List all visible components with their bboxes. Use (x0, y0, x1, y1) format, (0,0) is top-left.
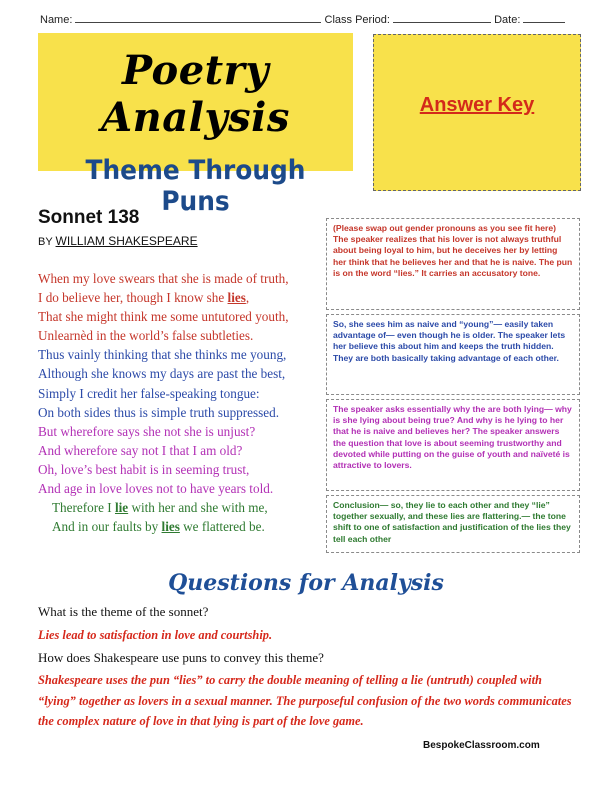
poem-line: Although she knows my days are past the best, (38, 366, 286, 382)
answer-1: Lies lead to satisfaction in love and courtship. (38, 628, 273, 642)
pun-keyword: lies (227, 290, 246, 306)
annotation-notes (326, 218, 580, 557)
questions-heading: Questions for Analysis (168, 570, 444, 596)
title-box (38, 33, 353, 217)
note-couplet: Conclusion— so, they lie to each other and they “lie” together sexually, and these lies are flattering.— the tone shift to one of satisfaction and justification of the lies they tell each other (326, 495, 580, 553)
pun-keyword: lie (114, 500, 129, 516)
question-1: What is the theme of the sonnet? (38, 604, 209, 619)
poem-line: And age in love loves not to have years told. (38, 481, 274, 497)
answer-key-box (373, 34, 581, 191)
poem-line: Thus vainly thinking that she thinks me young, (38, 347, 287, 363)
poem-line: I do believe her, though I know she lies, (38, 290, 250, 306)
answer-key-label: Answer Key (419, 94, 535, 116)
poem-line: When my love swears that she is made of truth, (38, 271, 289, 286)
note-quatrain-2: So, she sees him as naive and “young”— easily taken advantage of— even though he is older. The speaker lets her believe this about him and keeps the truth hidden. They are both basically taking advantage of each other. (326, 314, 580, 395)
byline-prefix: BY (38, 236, 53, 248)
poem-line: And in our faults by lies we flattered be. (52, 519, 265, 535)
note-quatrain-3: The speaker asks essentially why the are both lying— why is she lying about being true? And why is he lying to her that he is naive and believes her? The speaker answers the question that love is about seeming trustworthy and devoted while putting on the guise of youth and naïveté is attractive to lovers. (326, 399, 580, 491)
class-period-label: Class Period: (324, 14, 390, 26)
poem-line: Unlearnèd in the world’s false subtleties. (38, 328, 254, 344)
answer-2: Shakespeare uses the pun “lies” to carry the double meaning of telling a lie (untruth) coupled with “lying” together as lovers in a sexual manner. The purposeful confusion of the two words communicates the complex nature of love in that lying is part of the love game. (38, 673, 572, 729)
date-label: Date: (494, 14, 521, 26)
page-title: Poetry Analysis (101, 47, 290, 141)
student-info-header (40, 12, 580, 26)
poem-line: That she might think me some untutored youth, (38, 309, 289, 325)
question-2: How does Shakespeare use puns to convey this theme? (38, 650, 324, 665)
date-field[interactable] (523, 12, 565, 23)
poem-line: On both sides thus is simple truth suppressed. (38, 404, 280, 420)
poem-line: Oh, love’s best habit is in seeming trust, (38, 461, 250, 477)
class-period-field[interactable] (393, 12, 491, 23)
poem-byline (38, 234, 198, 248)
footer-site: BespokeClassroom.com (423, 740, 540, 751)
note-quatrain-1: (Please swap out gender pronouns as you see fit here) The speaker realizes that his lover is not always truthful about being loyal to him, but he deceives her by letting her think that he believes her and that he is naive. The pun is on the word “lies.” It carries an accusatory tone. (326, 218, 580, 310)
name-field[interactable] (75, 12, 321, 23)
poem-line: And wherefore say not I that I am old? (38, 442, 243, 458)
pun-keyword: lies (161, 519, 180, 535)
poem-text (38, 269, 323, 536)
name-label: Name: (40, 14, 73, 26)
poem-line: But wherefore says she not she is unjust? (38, 423, 256, 439)
poem-author: WILLIAM SHAKESPEARE (55, 234, 198, 248)
poem-title: Sonnet 138 (38, 207, 140, 228)
poem-line: Therefore I lie with her and she with me, (52, 500, 268, 516)
poem-line: Simply I credit her false-speaking tongue: (38, 385, 260, 401)
page-subtitle: Theme Through Puns (85, 155, 306, 217)
